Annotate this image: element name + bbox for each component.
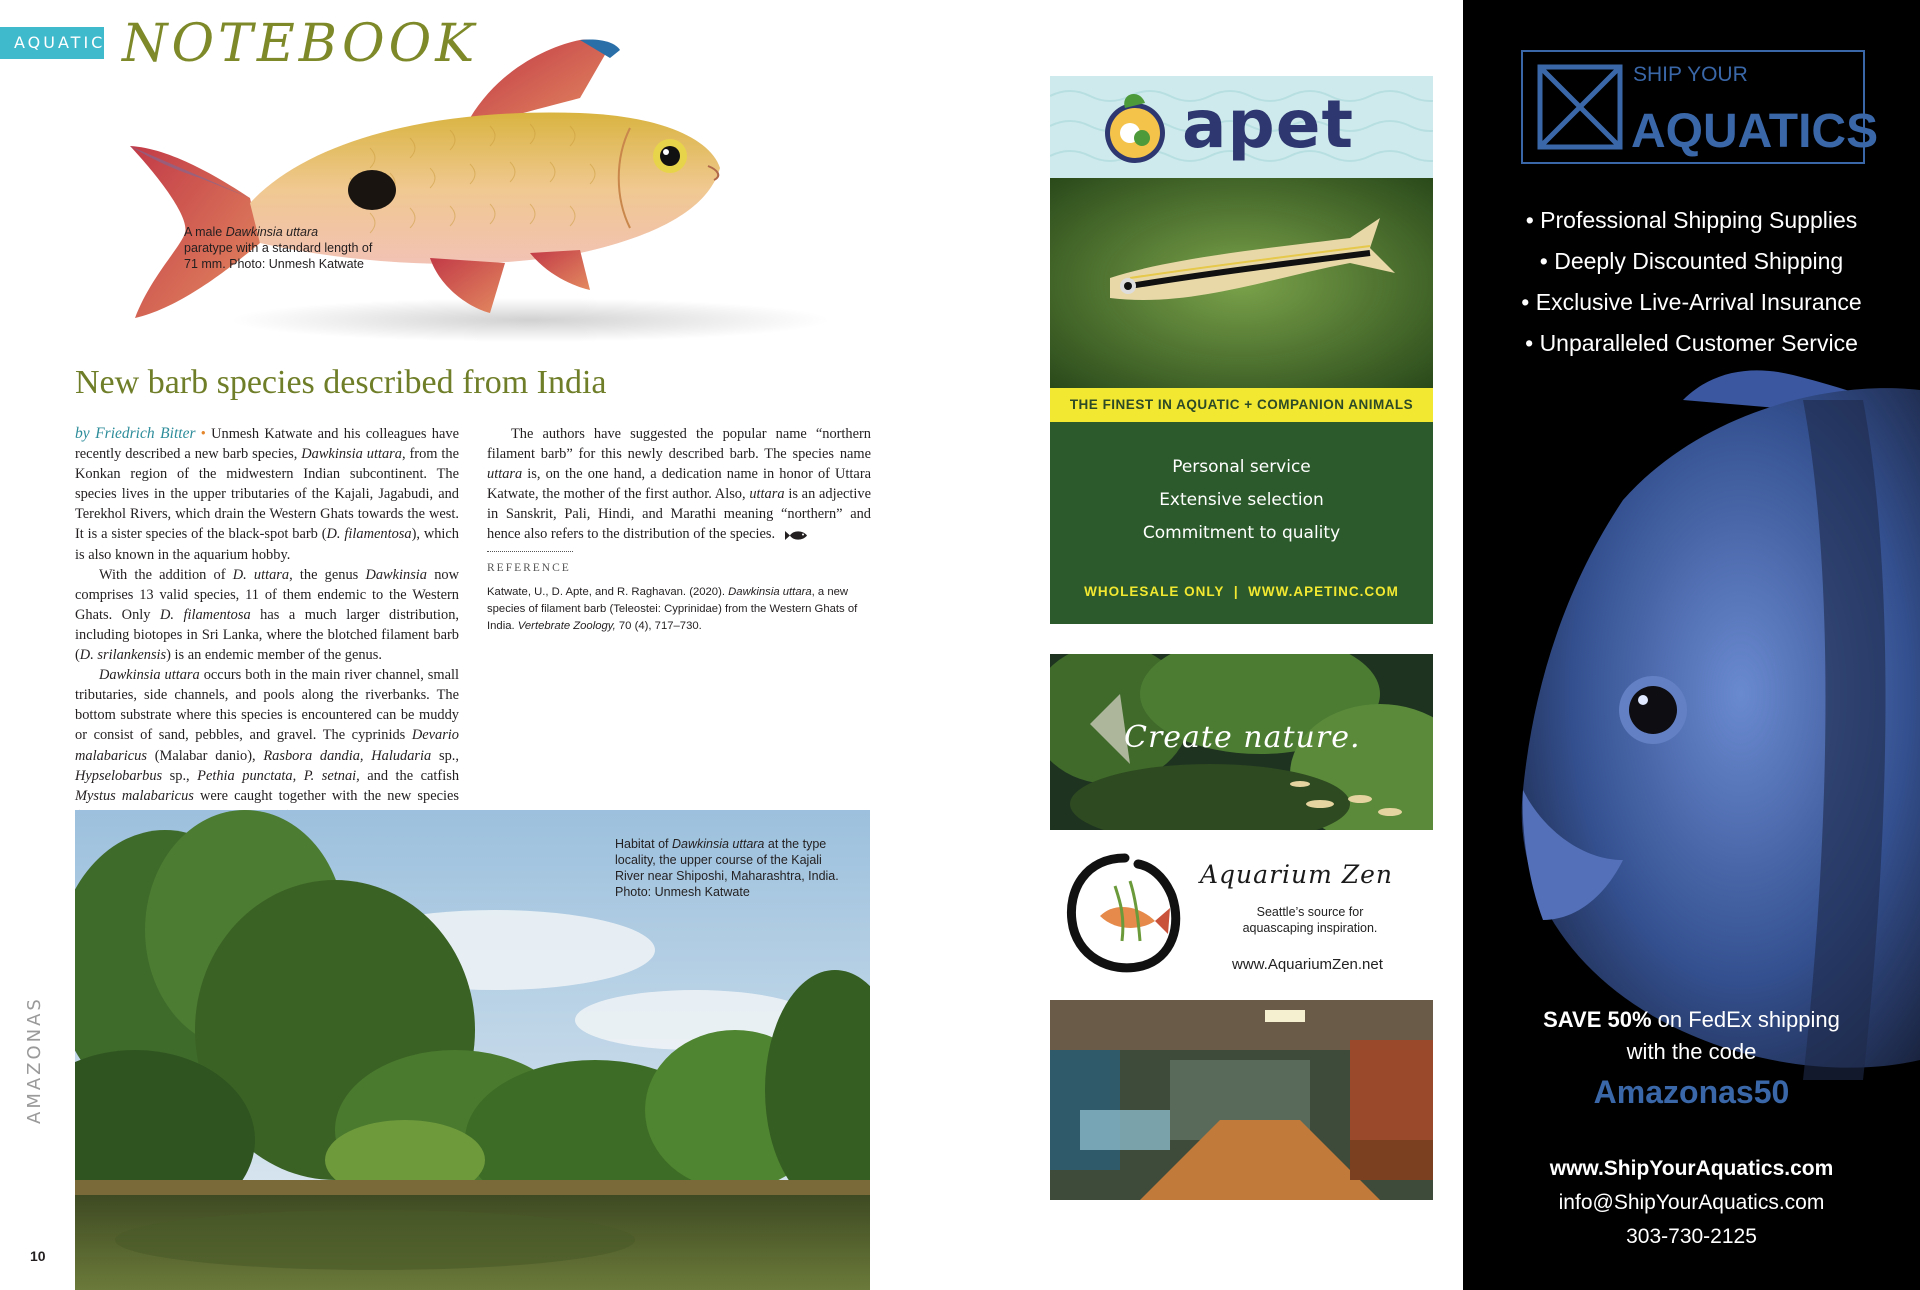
ship-your-aquatics-ad[interactable] [1463, 0, 1920, 1290]
sya-contact [1463, 1152, 1920, 1254]
apet-header [1050, 76, 1433, 178]
sya-bullet-list [1463, 200, 1920, 364]
sya-logo-big: AQUATICS [1631, 105, 1879, 158]
fish-illustration [110, 28, 900, 348]
apet-feature: Personal service [1172, 457, 1311, 477]
fish-photo [110, 28, 900, 348]
sya-phone[interactable]: 303-730-2125 [1626, 1225, 1757, 1248]
zen-enso-logo [1060, 846, 1190, 980]
apet-fish-photo [1050, 178, 1433, 388]
habitat-photo [75, 810, 870, 1290]
reference-heading: REFERENCE [487, 561, 571, 574]
article-column-2 [487, 424, 871, 635]
apet-features [1050, 451, 1433, 550]
apet-logo-icon [1100, 88, 1170, 168]
paragraph-3: Dawkinsia uttara occurs both in the main river channel, small tributaries, side channels, and pools along the riverbanks. The bottom substrate where this species is encountered can be muddy or consist of sand, pebbles, and gravel. The cyprinids Devario malabaricus (Malabar danio), Rasbora dandia, Haludaria sp., Hypselobarbus sp., Pethia punctata, P. setnai, and the catfish Mystus malabaricus were caught together with the new species [75, 667, 460, 804]
sya-bullet: • Unparalleled Customer Service [1525, 330, 1858, 356]
aquarium-zen-ad[interactable] [1050, 846, 1433, 980]
zen-website-link[interactable]: www.AquariumZen.net [1232, 956, 1383, 973]
magazine-name: AMAZONAS [24, 996, 45, 1124]
section-title: NOTEBOOK [122, 14, 479, 74]
end-fish-icon [785, 530, 807, 541]
paragraph-1: by Friedrich Bitter • Unmesh Katwate and his colleagues have recently described a new barb species, Dawkinsia uttara, from the Konkan region of the midwestern Indian subcontinent. The species lives in the upper tributaries of the Kajali, Jagabudi, and Terekhol Rivers, which drain the Western Ghats towards the west. It is a sister species of the black-spot barb (D. filamentosa), which is also known in the aquarium hobby. [75, 425, 460, 563]
sya-logo [1521, 50, 1879, 164]
zen-subtitle: Seattle’s source for aquascaping inspiration. [1242, 905, 1378, 935]
section-tab: AQUATIC [0, 27, 104, 59]
byline-bullet: • [200, 426, 206, 442]
create-nature-ad[interactable] [1050, 654, 1433, 830]
byline: by Friedrich Bitter [75, 425, 196, 442]
fish-caption: A male Dawkinsia uttara paratype with a standard length of 71 mm. Photo: Unmesh Katwate [184, 225, 373, 271]
sya-bullet: • Exclusive Live-Arrival Insurance [1521, 289, 1862, 315]
article-headline: New barb species described from India [75, 364, 607, 401]
apet-tagline: THE FINEST IN AQUATIC + COMPANION ANIMALS [1050, 388, 1433, 422]
apet-feature: Extensive selection [1159, 490, 1324, 510]
apet-feature: Commitment to quality [1142, 523, 1341, 543]
article-column-1 [75, 424, 459, 826]
sya-bullet: • Professional Shipping Supplies [1525, 207, 1858, 233]
paragraph-4: The authors have suggested the popular name “northern filament barb” for this newly described barb. The species name uttara is, on the one hand, a dedication name in honor of Uttara Katwate, the mother of the first author. Also, uttara is an adjective in Sanskrit, Pali, Hindi, and Marathi meaning “northern” and hence also refers to the distribution of the species. [487, 426, 871, 543]
apet-footer: WHOLESALE ONLY | WWW.APETINC.COM [1084, 584, 1399, 599]
store-interior-scene [1050, 1000, 1433, 1200]
page-number: 10 [30, 1248, 46, 1264]
paragraph-2: With the addition of D. uttara, the genus Dawkinsia now comprises 13 valid species, 11 of them endemic to the Western Ghats. Only D. filamentosa has a much larger distribution, including biotopes in Sri Lanka, where the blotched filament barb (D. srilankensis) is an endemic member of the genus. [75, 566, 459, 664]
apet-brand: apet [1182, 86, 1355, 163]
create-nature-slogan: Create nature. [1124, 720, 1361, 755]
apet-website-link[interactable]: WWW.APETINC.COM [1248, 584, 1399, 599]
box-envelope-icon [1537, 64, 1623, 150]
blue-cichlid-photo [1503, 360, 1920, 1100]
sya-promo-text: SAVE 50% on FedEx shipping with the code [1543, 1007, 1840, 1064]
reference-text: Katwate, U., D. Apte, and R. Raghavan. (2020). Dawkinsia uttara, a new species of filament barb (Teleostei: Cyprinidae) from the Western Ghats of India. Vertebrate Zoology, 70 (4), 717–730. [487, 585, 858, 632]
sya-logo-small: SHIP YOUR [1633, 63, 1748, 86]
sya-bullet: • Deeply Discounted Shipping [1539, 248, 1844, 274]
sya-email-link[interactable]: info@ShipYourAquatics.com [1558, 1191, 1825, 1214]
apet-ad[interactable] [1050, 76, 1433, 624]
zen-title: Aquarium Zen [1200, 860, 1394, 889]
store-interior-photo [1050, 1000, 1433, 1200]
reference-divider [487, 551, 573, 552]
habitat-caption: Habitat of Dawkinsia uttara at the type locality, the upper course of the Kajali River near Shiposhi, Maharashtra, India. Photo: Unmesh Katwate [615, 837, 839, 899]
sya-website-link[interactable]: www.ShipYourAquatics.com [1549, 1157, 1834, 1180]
sya-promo-code: Amazonas50 [1593, 1074, 1790, 1110]
